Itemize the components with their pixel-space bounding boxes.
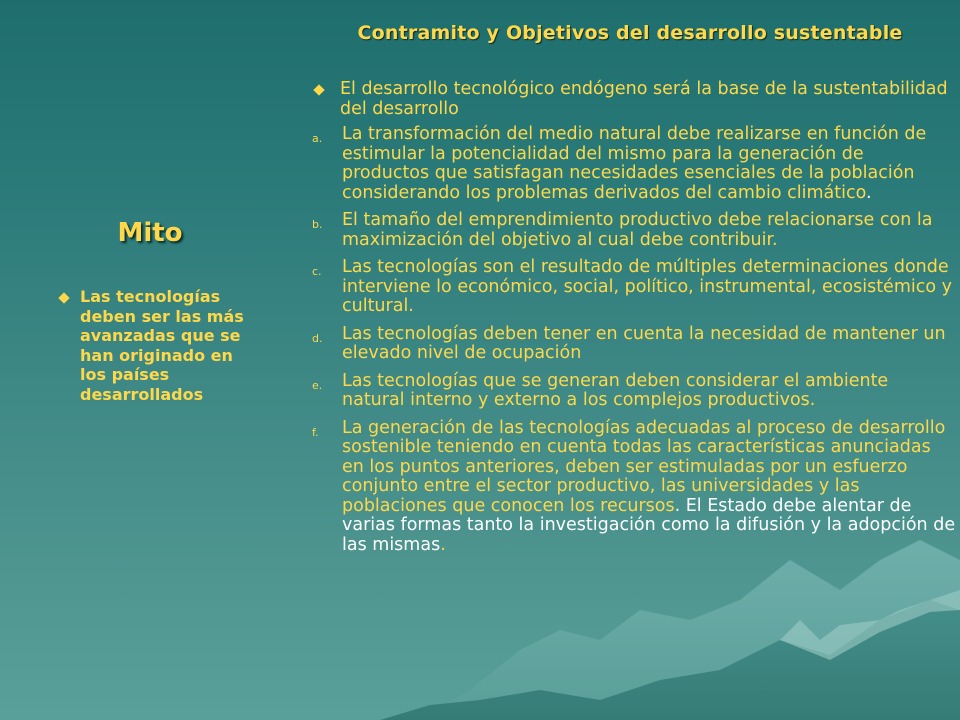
item-marker: d. (312, 331, 323, 345)
item-marker: a. (312, 132, 323, 145)
mito-item-text: Las tecnologías deben ser las más avanzadas que se han originado en los países desarrollados (80, 287, 244, 404)
mito-list (58, 287, 258, 404)
item-marker: c. (312, 265, 322, 278)
list-item (310, 125, 956, 203)
item-text: Las tecnologías deben tener en cuenta la necesidad de mantener un elevado nivel de ocupación (342, 323, 946, 363)
item-text (342, 125, 956, 203)
item-marker: f. (312, 425, 319, 439)
item-marker: b. (312, 218, 323, 231)
item-text-end: . (440, 534, 446, 555)
item-text: El tamaño del emprendimiento productivo debe relacionarse con la maximización del objetivo al cual debe contribuir. (342, 210, 933, 250)
diamond-bullet-icon (313, 84, 324, 95)
list-item (310, 325, 956, 364)
list-item (310, 419, 956, 556)
item-text: Las tecnologías que se generan deben considerar el ambiente natural interno y externo a los complejos productivos. (342, 370, 889, 410)
list-item (310, 211, 956, 250)
item-text: Las tecnologías son el resultado de múltiples determinaciones donde interviene lo económico, social, político, instrumental, ecosistémico y cultural. (342, 257, 952, 316)
item-marker: e. (312, 378, 323, 392)
diamond-bullet-icon (58, 292, 69, 303)
item-text-body: La transformación del medio natural debe realizarse en función de estimular la potencialidad del mismo para la generación de productos que satisfagan necesidades esenciales de la población considerando los problemas derivados del cambio climático (342, 124, 927, 203)
objectives-list (310, 80, 956, 563)
mito-heading: Mito (117, 218, 183, 248)
objectives-intro (310, 80, 956, 119)
item-text (342, 419, 956, 556)
list-item (310, 372, 956, 411)
item-text-highlight: . El Estado debe alentar de varias formas tanto la investigación como la difusión y la adopción de las mismas (342, 495, 956, 555)
list-item (310, 258, 956, 317)
list-item (58, 287, 258, 404)
slide-title: Contramito y Objetivos del desarrollo sustentable (357, 22, 903, 44)
intro-text: El desarrollo tecnológico endógeno será la base de la sustentabilidad del desarrollo (340, 79, 948, 119)
item-text-body: La generación de las tecnologías adecuadas al proceso de desarrollo sostenible teniendo en cuenta todas las características anunciadas en los puntos anteriores, deben ser estimuladas por un esfuerzo conjunto entre el sector productivo, las universidades y las poblaciones que conocen los recursos (342, 417, 946, 516)
item-text-end: . (866, 182, 872, 203)
